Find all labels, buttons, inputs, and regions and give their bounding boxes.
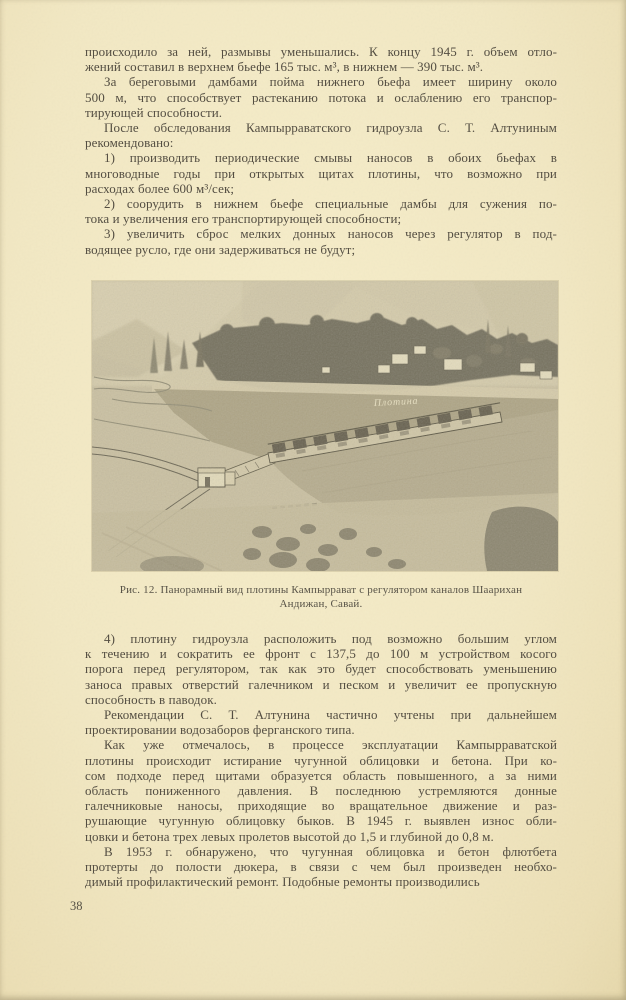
text-line: протерты до полости дюкера, в связи с чем был произведен необхо- [85, 859, 557, 875]
text-line: Рекомендации С. Т. Алтунина частично учтены при дальнейшем [104, 707, 557, 723]
text-line: происходило за ней, размывы уменьшались. К концу 1945 г. объем отло- [85, 44, 557, 59]
figure-caption [85, 584, 557, 610]
paragraph [85, 707, 557, 737]
paragraph [85, 44, 557, 74]
paragraph [85, 631, 557, 707]
text-line: цовки и бетона трех левых пролетов высотой до 1,5 и глубиной до 0,8 м. [85, 828, 494, 844]
text-line: 500 м, что способствует растеканию потока и ослаблению его транспор- [85, 89, 557, 105]
text-line: проектировании водозаборов ферганского типа. [85, 722, 355, 738]
text-line: После обследования Кампырраватского гидроузла С. Т. Алтуниным [104, 120, 557, 136]
paragraph [85, 74, 557, 120]
figure-caption-line1: Рис. 12. Панорамный вид плотины Кампыррават с регулятором каналов Шаарихан [119, 584, 523, 596]
text-line: димый профилактический ремонт. Подобные ремонты производились [85, 874, 480, 890]
paragraph [85, 226, 557, 256]
text-line: расходах более 600 м³/сек; [85, 180, 235, 196]
text-line: плотины происходит истирание чугунной облицовки и бетона. При ко- [85, 752, 557, 768]
paragraph [85, 737, 557, 843]
text-line: жений составил в верхнем бьефе 165 тыс. м³, в нижнем — 390 тыс. м³. [85, 59, 484, 75]
paragraph [85, 150, 557, 196]
text-line: За береговыми дамбами пойма нижнего бьефа имеет ширину около [104, 74, 557, 90]
text-line: 3) увеличить сброс мелких донных наносов через регулятор в под- [104, 226, 557, 242]
page-number: 38 [70, 899, 83, 913]
body-text-top [85, 44, 557, 257]
photo-label: Плотина [373, 395, 419, 409]
text-line: 2) соорудить в нижнем бьефе специальные дамбы для сужения по- [104, 196, 557, 212]
body-text-bottom [85, 631, 557, 889]
text-line: галечниковые наносы, приходящие во вращательное движение и раз- [85, 798, 557, 814]
text-line: тирующей способности. [85, 104, 223, 120]
text-line: рушающие чугунную облицовку быков. В 1945 г. выявлен износ обли- [85, 813, 557, 829]
paragraph [85, 120, 557, 150]
text-line: водящее русло, где они задерживаться не будут; [85, 241, 356, 257]
text-line: 1) производить периодические смывы наносов в обоих бьефах в [104, 150, 557, 166]
text-line: тока и увеличения его транспортирующей способности; [85, 211, 402, 227]
text-line: многоводные годы при открытых щитах плотины, что возможно при [85, 165, 557, 181]
text-line: В 1953 г. обнаружено, что чугунная облицовка и бетон флютбета [104, 843, 557, 859]
text-line: 4) плотину гидроузла расположить под возможно большим углом [104, 631, 557, 646]
figure-photo [92, 281, 558, 571]
text-line: порога перед регулятором, так как это будет способствовать уменьшению [85, 661, 557, 677]
text-line: рекомендовано: [85, 135, 174, 151]
text-line: к течению и сократить ее фронт с 137,5 до 100 м устройством косого [85, 646, 557, 662]
paragraph [85, 196, 557, 226]
text-line: Как уже отмечалось, в процессе эксплуатации Кампырраватской [104, 737, 557, 753]
text-line: заноса правых отверстий галечником и песком и увеличит ее пропускную [85, 676, 557, 692]
text-line: область пониженного давления. В последнюю устремляются донные [85, 783, 557, 799]
text-line: сом подходе перед щитами образуется область повышенного, а за ними [85, 767, 557, 783]
figure-caption-line2: Андижан, Савай. [279, 597, 363, 610]
text-line: способность в паводок. [85, 691, 218, 707]
paragraph [85, 844, 557, 890]
dam-panorama-photo [92, 281, 558, 571]
